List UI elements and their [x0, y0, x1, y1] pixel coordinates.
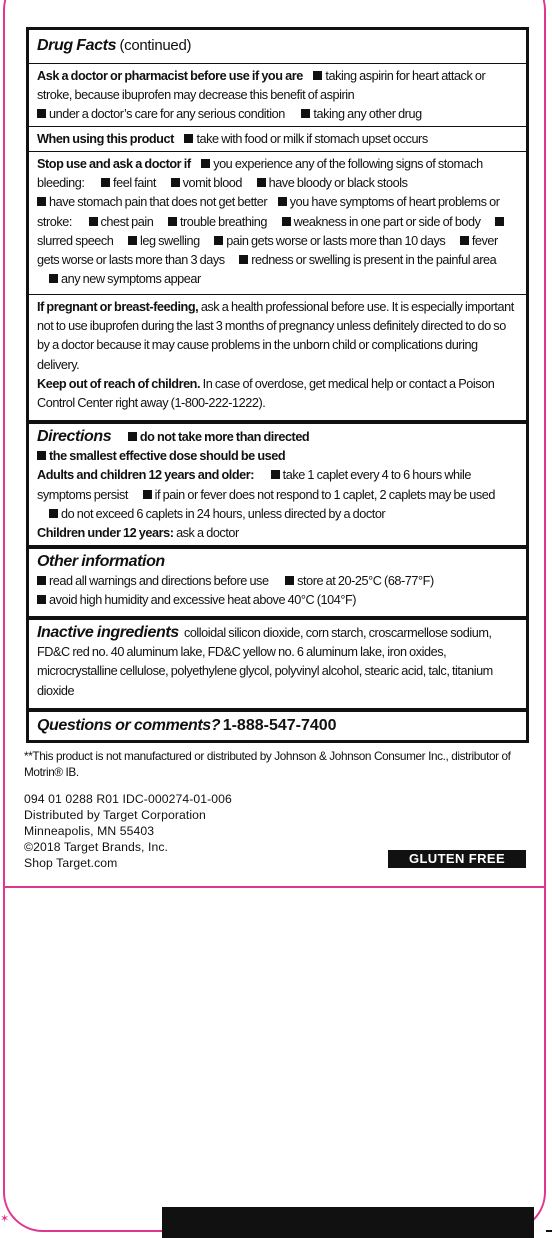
bullet-icon [37, 451, 46, 460]
fold-line [3, 886, 546, 888]
adults-item: do not exceed 6 caplets in 24 hours, unless directed by a doctor [61, 506, 386, 521]
bullet-icon [37, 595, 46, 604]
product-codes: 094 01 0288 R01 IDC-000274-01-006 [24, 792, 232, 806]
stop-use-heart-item: weakness in one part or side of body [293, 214, 481, 229]
questions-phone: 1-888-547-7400 [222, 717, 337, 734]
bullet-icon [128, 432, 137, 441]
ask-doctor-item: taking aspirin for heart attack or stroke, because ibuprofen may decrease this benefit of aspirin [37, 69, 486, 103]
bullet-icon [89, 217, 98, 226]
stop-use-bleeding-item: have bloody or black stools [268, 176, 408, 191]
stop-use-heart-item: chest pain [100, 214, 154, 229]
pregnancy-heading: If pregnant or breast-feeding, [37, 300, 199, 314]
directions-item: the smallest effective dose should be used [49, 449, 286, 464]
inactive-ingredients-section [29, 616, 526, 701]
when-using-section [29, 126, 526, 149]
bullet-icon [285, 576, 294, 585]
gluten-free-badge: GLUTEN FREE [388, 850, 526, 868]
inactive-heading: Inactive ingredients [37, 624, 179, 641]
drug-facts-header [29, 33, 526, 66]
barcode-bar [162, 1207, 534, 1238]
directions-section [29, 420, 526, 543]
when-using-item: take with food or milk if stomach upset occurs [196, 132, 428, 146]
stop-use-other-item: redness or swelling is present in the painful area [251, 253, 497, 268]
bullet-icon [37, 109, 46, 118]
stop-use-heading: Stop use and ask a doctor if [37, 157, 191, 171]
ask-doctor-heading: Ask a doctor or pharmacist before use if you are [37, 69, 303, 83]
distributor-block [24, 791, 232, 871]
stop-use-section [29, 151, 526, 289]
stop-use-other-item: any new symptoms appear [61, 272, 201, 287]
bullet-icon [37, 576, 46, 585]
footnote: **This product is not manufactured or distributed by Johnson & Johnson Consumer Inc., distributor of Motrin® IB. [24, 749, 511, 779]
directions-heading: Directions [37, 428, 112, 445]
stop-use-heart-intro: you have symptoms of heart problems or stroke: [37, 195, 500, 229]
ask-doctor-item: under a doctor’s care for any serious condition [49, 107, 285, 122]
bullet-icon [37, 197, 46, 206]
stop-use-bleeding-item: feel faint [113, 176, 156, 191]
distributor-line: ©2018 Target Brands, Inc. [24, 840, 169, 854]
other-info-heading: Other information [37, 553, 165, 570]
bullet-icon [313, 71, 322, 80]
bullet-icon [301, 109, 310, 118]
bullet-icon [171, 178, 180, 187]
drug-facts-subtitle: (continued) [116, 37, 192, 54]
other-info-item: store at 20-25°C (68-77°F) [297, 574, 434, 589]
bullet-icon [49, 274, 58, 283]
stop-use-other-item: fever gets worse or lasts more than 3 days [37, 233, 498, 268]
stop-use-bleeding-item: vomit blood [182, 176, 243, 191]
stop-use-intro: you experience any of the following signs of stomach bleeding: [37, 157, 483, 191]
keep-out-text: In case of overdose, get medical help or contact a Poison Control Center right away (1-800-222-1222). [37, 376, 495, 411]
distributor-line: Shop Target.com [24, 856, 118, 870]
stop-use-heart-item: leg swelling [140, 233, 200, 248]
bullet-icon [201, 159, 210, 168]
pregnancy-text: ask a health professional before use. It is especially important not to use ibuprofen during the last 3 months of pregnancy unless definitely directed to do so by a doctor because it may cause problems in the unborn child or complications during delivery. [37, 300, 514, 372]
other-info-item: read all warnings and directions before use [49, 574, 269, 589]
questions-section [29, 708, 526, 740]
adults-heading: Adults and children 12 years and older: [37, 468, 255, 483]
adults-item: if pain or fever does not respond to 1 caplet, 2 caplets may be used [154, 487, 496, 502]
bullet-icon [49, 509, 58, 518]
bullet-icon [184, 134, 193, 143]
children-text: ask a doctor [176, 526, 239, 541]
bullet-icon [278, 197, 287, 206]
questions-heading: Questions or comments? [37, 717, 221, 734]
ask-doctor-section [29, 63, 526, 125]
trim-mark [546, 1230, 552, 1232]
registration-mark-icon: ✶ [0, 1213, 10, 1225]
bullet-icon [143, 490, 152, 499]
bullet-icon [460, 236, 469, 245]
when-using-heading: When using this product [37, 132, 174, 146]
bullet-icon [239, 255, 248, 264]
other-info-item: avoid high humidity and excessive heat above 40°C (104°F) [49, 593, 357, 608]
bullet-icon [101, 178, 110, 187]
distributor-line: Distributed by Target Corporation [24, 808, 206, 822]
directions-item: do not take more than directed [139, 430, 310, 444]
bullet-icon [257, 178, 266, 187]
inactive-text: colloidal silicon dioxide, corn starch, croscarmellose sodium, FD&C red no. 40 aluminum lake, FD&C yellow no. 6 aluminum lake, iron oxides, microcrystalline cellulose, polyethylene glycol, polyvinyl alcohol, stearic acid, talc, titanium dioxide [37, 626, 493, 698]
other-info-section [29, 545, 526, 611]
stop-use-heart-item: trouble breathing [179, 214, 268, 229]
bullet-icon [271, 470, 280, 479]
children-heading: Children under 12 years: [37, 526, 174, 541]
bullet-icon [128, 236, 137, 245]
stop-use-heart-item: slurred speech [37, 233, 114, 248]
keep-out-heading: Keep out of reach of children. [37, 376, 201, 391]
adults-item: take 1 caplet every 4 to 6 hours while symptoms persist [37, 468, 472, 502]
pregnancy-section [29, 294, 526, 413]
ask-doctor-item: taking any other drug [313, 107, 422, 122]
bullet-icon [168, 217, 177, 226]
stop-use-bleeding-item: have stomach pain that does not get better [49, 195, 268, 210]
distributor-line: Minneapolis, MN 55403 [24, 824, 155, 838]
drug-facts-title: Drug Facts [37, 37, 117, 54]
drug-facts-panel [26, 27, 529, 743]
bullet-icon [282, 217, 291, 226]
bullet-icon [214, 236, 223, 245]
stop-use-other-item: pain gets worse or lasts more than 10 days [226, 233, 446, 248]
bullet-icon [495, 217, 504, 226]
